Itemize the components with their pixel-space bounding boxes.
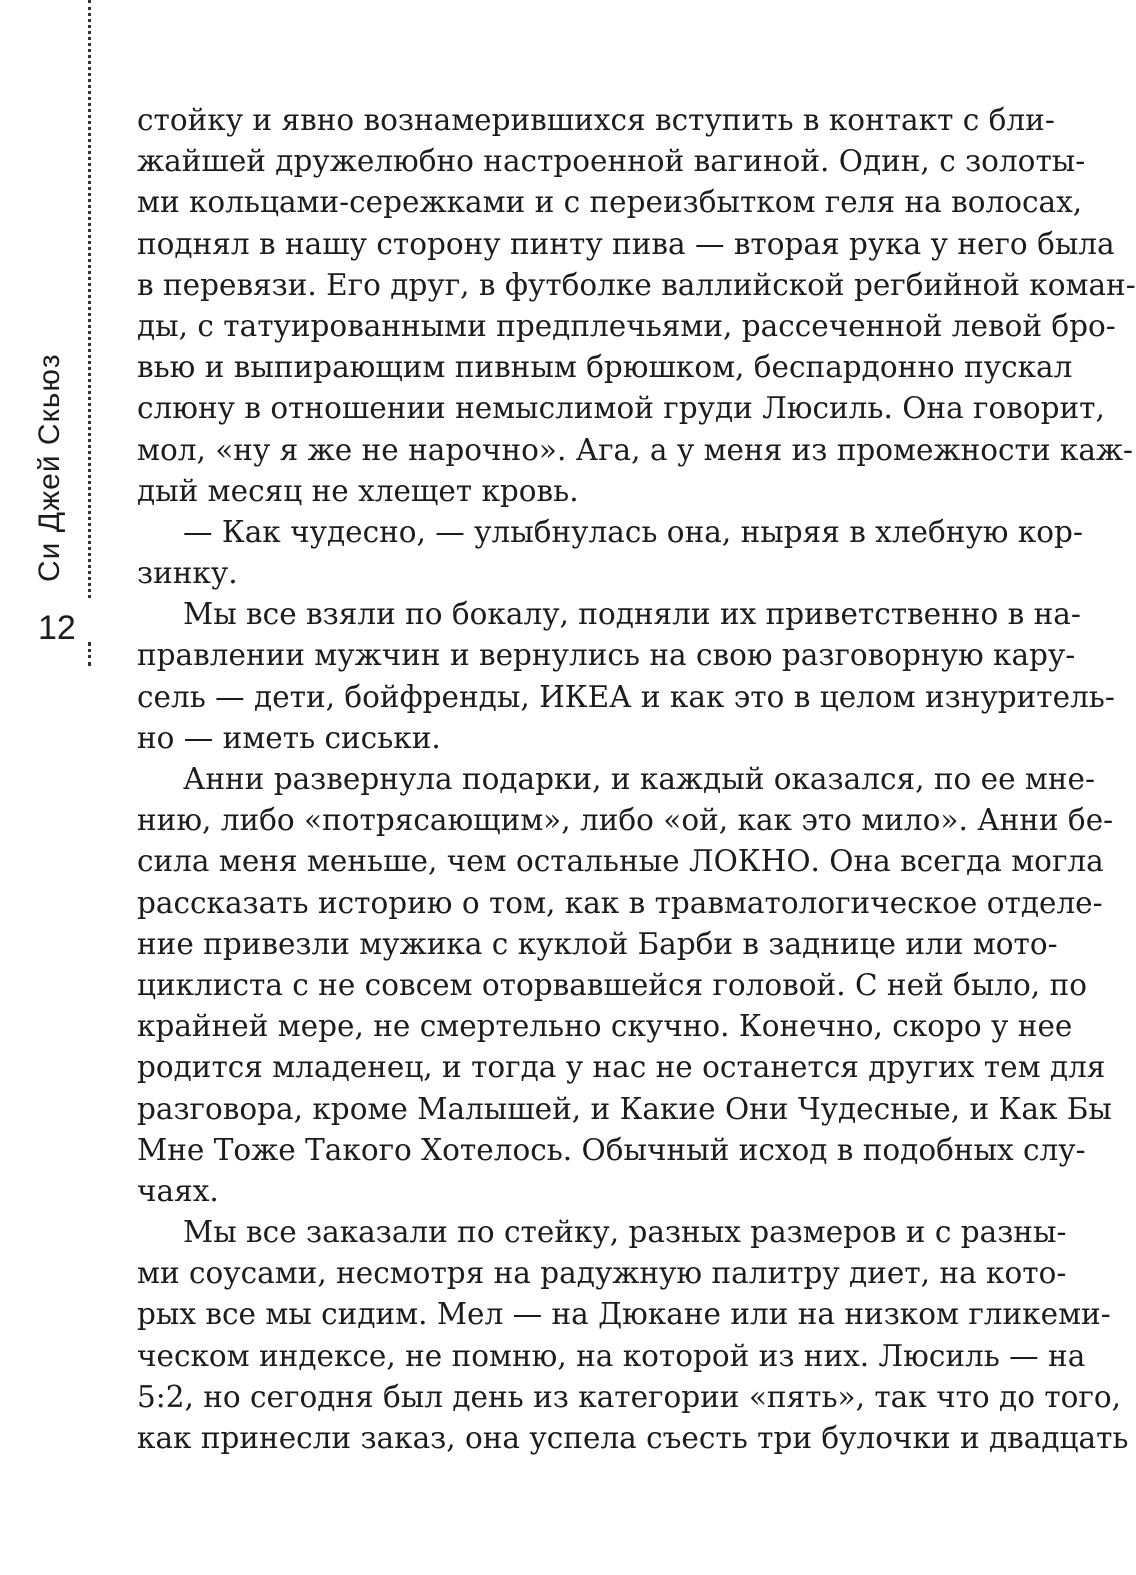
text-line: — Как чудесно, — улыбнулась она, ныряя в хлебную кор- xyxy=(183,514,1083,549)
running-head-author: Си Джей Скьюз xyxy=(33,353,66,582)
text-line: ды, с татуированными предплечьями, рассеченной левой бро- xyxy=(137,308,1116,343)
text-line: ческом индексе, не помню, на которой из них. Люсиль — на xyxy=(137,1338,1086,1373)
text-line: но — иметь сиськи. xyxy=(137,720,441,755)
text-line: сель — дети, бойфренды, ИКЕА и как это в целом изнуритель- xyxy=(137,679,1115,714)
margin-dotted-rule-bottom xyxy=(88,642,91,666)
text-line: слюну в отношении немыслимой груди Люсиль. Она говорит, xyxy=(137,391,1105,426)
text-line: зинку. xyxy=(137,556,238,591)
text-line: дый месяц не хлещет кровь. xyxy=(137,473,579,508)
text-line: разговора, кроме Малышей, и Какие Они Чудесные, и Как Бы xyxy=(137,1091,1112,1126)
text-line: мол, «ну я же не нарочно». Ага, а у меня из промежности каж- xyxy=(137,432,1134,467)
text-line: ми соусами, несмотря на радужную палитру диет, на кото- xyxy=(137,1256,1067,1291)
text-line: вью и выпирающим пивным брюшком, беспардонно пускал xyxy=(137,350,1073,385)
text-line: ние привезли мужика с куклой Барби в заднице или мото- xyxy=(137,926,1058,961)
text-line: рассказать историю о том, как в травматологическое отделе- xyxy=(137,885,1103,920)
text-line: сила меня меньше, чем остальные ЛОКНО. Она всегда могла xyxy=(137,844,1104,879)
text-line: Мы все заказали по стейку, разных размеров и с разны- xyxy=(183,1215,1067,1250)
text-line: нию, либо «потрясающим», либо «ой, как это мило». Анни бе- xyxy=(137,803,1114,838)
text-line: крайней мере, не смертельно скучно. Конечно, скоро у нее xyxy=(137,1009,1073,1044)
text-line: жайшей дружелюбно настроенной вагиной. Один, с золоты- xyxy=(137,144,1086,179)
text-line: как принесли заказ, она успела съесть три булочки и двадцать xyxy=(137,1421,1129,1455)
text-line: ми кольцами-сережками и с переизбытком геля на волосах, xyxy=(137,185,1083,220)
text-line: Мы все взяли по бокалу, подняли их приветственно в на- xyxy=(183,597,1081,632)
text-line: Мне Тоже Такого Хотелось. Обычный исход в подобных слу- xyxy=(137,1132,1086,1167)
text-line: чаях. xyxy=(137,1173,219,1208)
text-line: стойку и явно вознамерившихся вступить в контакт с бли- xyxy=(137,103,1055,137)
text-line: Анни развернула подарки, и каждый оказался, по ее мне- xyxy=(183,762,1095,796)
text-line: родится младенец, и тогда у нас не останется других тем для xyxy=(137,1050,1106,1085)
body-text xyxy=(137,100,1136,1459)
text-line: в перевязи. Его друг, в футболке валлийской регбийной коман- xyxy=(137,267,1136,302)
margin-dotted-rule-top xyxy=(88,0,91,598)
text-line: рых все мы сидим. Мел — на Дюкане или на низком гликеми- xyxy=(137,1297,1111,1332)
page-number: 12 xyxy=(38,609,76,647)
text-line: поднял в нашу сторону пинту пива — вторая рука у него была xyxy=(137,226,1115,261)
text-line: 5:2, но сегодня был день из категории «пять», так что до того, xyxy=(137,1379,1122,1414)
text-line: правлении мужчин и вернулись на свою разговорную кару- xyxy=(137,638,1076,673)
text-line: циклиста с не совсем оторвавшейся головой. С ней было, по xyxy=(137,967,1087,1002)
